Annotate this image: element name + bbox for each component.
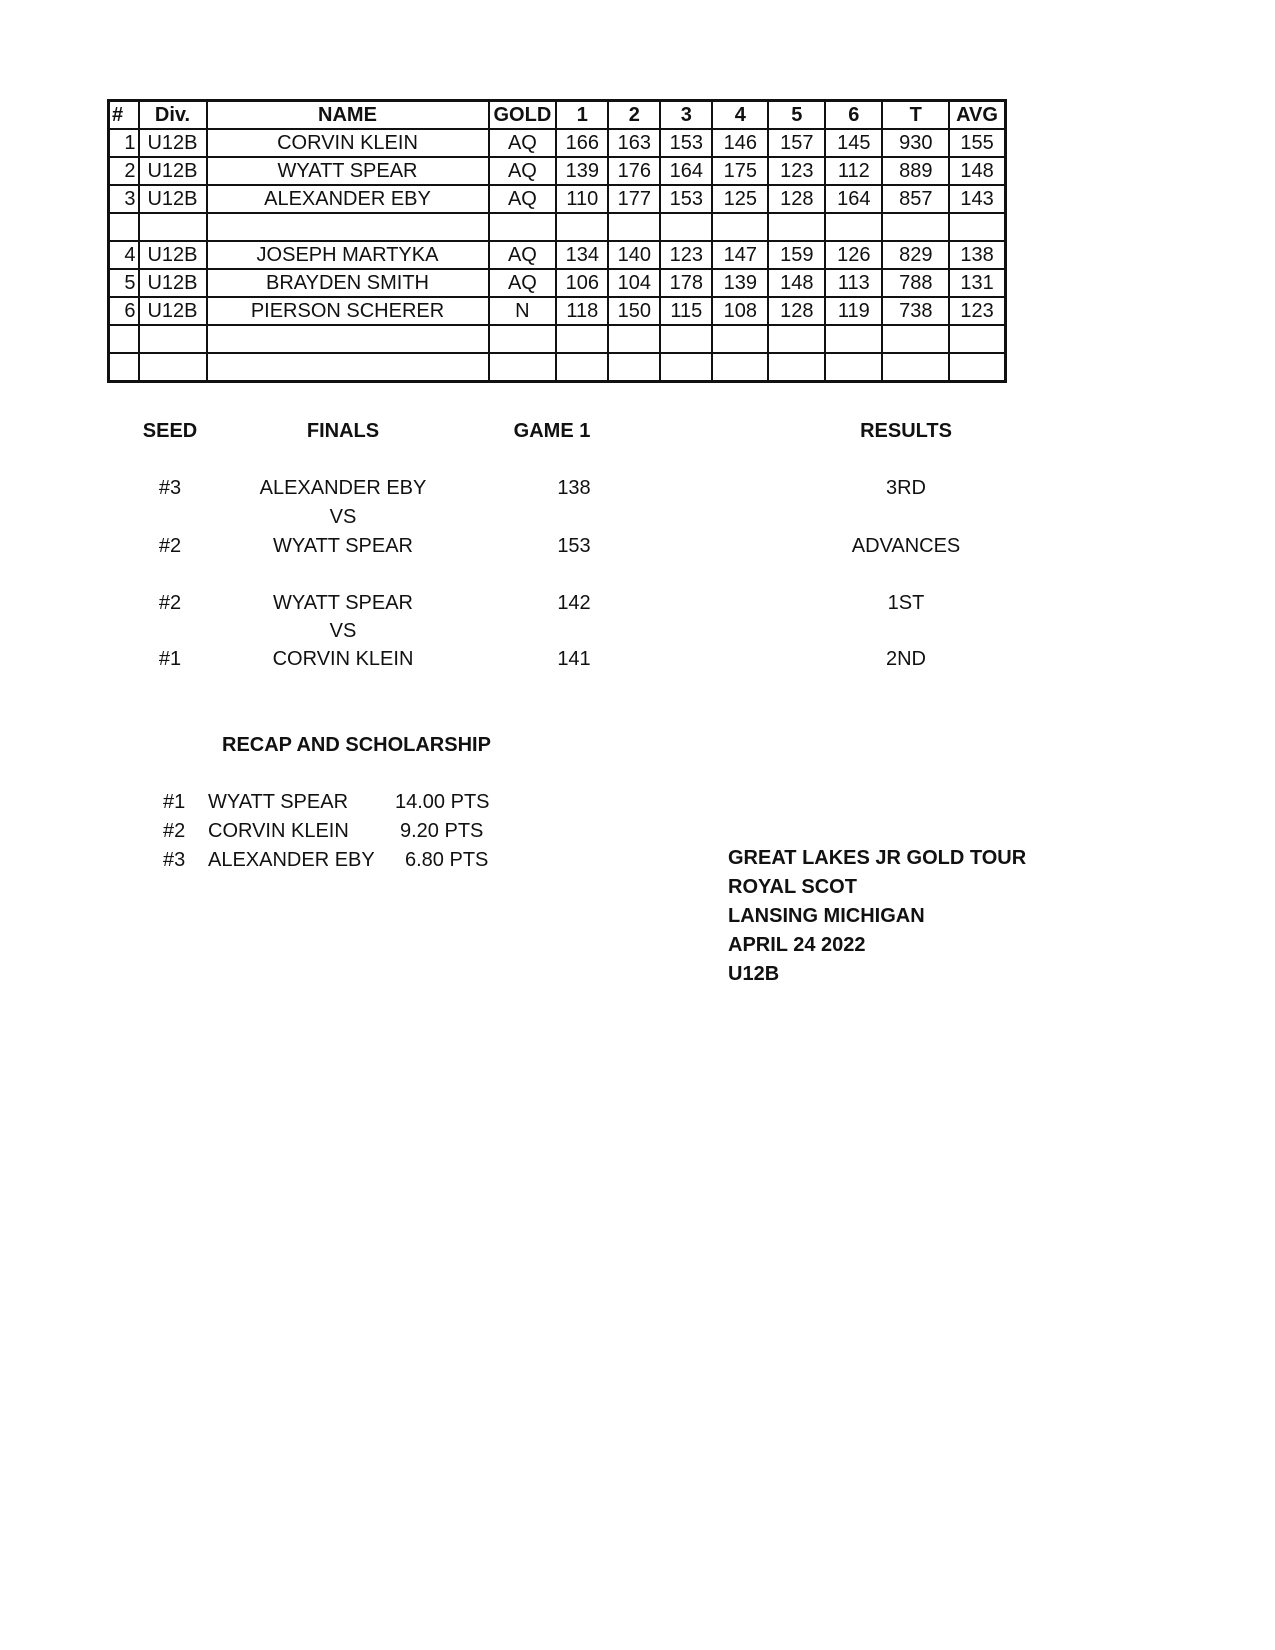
header-rank: #	[109, 101, 139, 130]
cell-name: PIERSON SCHERER	[207, 297, 489, 325]
match2-seed-b: #1	[158, 648, 182, 670]
cell-gold: AQ	[489, 129, 557, 157]
event-division: U12B	[728, 963, 780, 985]
match1-result-a: 3RD	[885, 477, 927, 499]
recap-name: CORVIN KLEIN	[208, 820, 349, 842]
cell-average: 123	[949, 297, 1005, 325]
cell-game-5	[768, 213, 825, 241]
cell-gold: N	[489, 297, 557, 325]
cell-game-3: 153	[660, 185, 712, 213]
cell-gold	[489, 353, 557, 382]
cell-game-1	[556, 353, 608, 382]
table-header-row	[109, 101, 1006, 130]
cell-game-1: 134	[556, 241, 608, 269]
cell-game-4: 139	[712, 269, 768, 297]
cell-total: 788	[882, 269, 949, 297]
cell-average	[949, 325, 1005, 353]
match2-result-b: 2ND	[885, 648, 927, 670]
event-date: APRIL 24 2022	[728, 934, 866, 956]
match1-name-a: ALEXANDER EBY	[259, 477, 427, 499]
recap-rank: #1	[163, 791, 186, 813]
cell-average: 143	[949, 185, 1005, 213]
cell-average	[949, 353, 1005, 382]
cell-game-6: 119	[825, 297, 882, 325]
cell-rank: 4	[109, 241, 139, 269]
cell-game-6	[825, 353, 882, 382]
cell-game-5: 157	[768, 129, 825, 157]
cell-game-4	[712, 213, 768, 241]
match2-seed-a: #2	[158, 592, 182, 614]
cell-division: U12B	[139, 157, 207, 185]
cell-rank: 1	[109, 129, 139, 157]
cell-rank: 2	[109, 157, 139, 185]
header-game-1: 1	[556, 101, 608, 130]
cell-game-3: 153	[660, 129, 712, 157]
cell-gold: AQ	[489, 241, 557, 269]
cell-name: WYATT SPEAR	[207, 157, 489, 185]
cell-average: 131	[949, 269, 1005, 297]
match2-name-a: WYATT SPEAR	[272, 592, 414, 614]
header-game-4: 4	[712, 101, 768, 130]
cell-game-1: 118	[556, 297, 608, 325]
cell-name: ALEXANDER EBY	[207, 185, 489, 213]
cell-gold: AQ	[489, 157, 557, 185]
table-row	[109, 157, 1006, 185]
cell-game-1	[556, 325, 608, 353]
score-table	[107, 99, 1007, 383]
match2-vs: VS	[329, 620, 357, 642]
cell-game-5: 128	[768, 185, 825, 213]
cell-game-3: 123	[660, 241, 712, 269]
header-division: Div.	[139, 101, 207, 130]
cell-game-1: 166	[556, 129, 608, 157]
cell-game-3	[660, 353, 712, 382]
cell-average: 155	[949, 129, 1005, 157]
finals-header-game1: GAME 1	[513, 420, 591, 442]
header-game-6: 6	[825, 101, 882, 130]
cell-game-2	[608, 325, 660, 353]
cell-name: CORVIN KLEIN	[207, 129, 489, 157]
cell-game-1	[556, 213, 608, 241]
table-row	[109, 269, 1006, 297]
cell-average	[949, 213, 1005, 241]
cell-gold	[489, 213, 557, 241]
match1-result-b: ADVANCES	[851, 535, 961, 557]
match1-seed-a: #3	[158, 477, 182, 499]
cell-total: 930	[882, 129, 949, 157]
header-game-3: 3	[660, 101, 712, 130]
table-row	[109, 325, 1006, 353]
cell-name	[207, 353, 489, 382]
match1-score-a: 138	[557, 477, 591, 499]
cell-game-5	[768, 325, 825, 353]
cell-game-6	[825, 325, 882, 353]
cell-game-6: 164	[825, 185, 882, 213]
match2-score-b: 141	[557, 648, 591, 670]
cell-division	[139, 325, 207, 353]
cell-game-2: 150	[608, 297, 660, 325]
cell-game-2	[608, 353, 660, 382]
recap-rank: #3	[163, 849, 186, 871]
cell-average: 148	[949, 157, 1005, 185]
cell-gold	[489, 325, 557, 353]
cell-game-4: 125	[712, 185, 768, 213]
table-row	[109, 353, 1006, 382]
header-name: NAME	[207, 101, 489, 130]
cell-rank: 5	[109, 269, 139, 297]
table-row	[109, 185, 1006, 213]
cell-game-4: 108	[712, 297, 768, 325]
cell-game-4	[712, 325, 768, 353]
recap-points: 6.80 PTS	[405, 849, 489, 871]
cell-gold: AQ	[489, 185, 557, 213]
cell-game-6	[825, 213, 882, 241]
cell-game-2: 177	[608, 185, 660, 213]
cell-game-3	[660, 213, 712, 241]
cell-total: 738	[882, 297, 949, 325]
cell-total: 829	[882, 241, 949, 269]
cell-game-2: 140	[608, 241, 660, 269]
header-average: AVG	[949, 101, 1005, 130]
recap-rank: #2	[163, 820, 186, 842]
cell-division: U12B	[139, 297, 207, 325]
finals-header-seed: SEED	[142, 420, 198, 442]
cell-name	[207, 213, 489, 241]
cell-game-2: 104	[608, 269, 660, 297]
cell-game-4: 146	[712, 129, 768, 157]
cell-game-5	[768, 353, 825, 382]
cell-game-4	[712, 353, 768, 382]
recap-points: 14.00 PTS	[395, 791, 490, 813]
cell-game-5: 148	[768, 269, 825, 297]
cell-game-3: 178	[660, 269, 712, 297]
match2-name-b: CORVIN KLEIN	[272, 648, 414, 670]
cell-game-5: 159	[768, 241, 825, 269]
cell-game-4: 175	[712, 157, 768, 185]
cell-division	[139, 213, 207, 241]
table-row	[109, 297, 1006, 325]
cell-game-2: 176	[608, 157, 660, 185]
recap-points: 9.20 PTS	[400, 820, 484, 842]
cell-rank: 6	[109, 297, 139, 325]
cell-total	[882, 325, 949, 353]
cell-division: U12B	[139, 129, 207, 157]
cell-rank: 3	[109, 185, 139, 213]
cell-game-2	[608, 213, 660, 241]
match1-seed-b: #2	[158, 535, 182, 557]
cell-game-6: 112	[825, 157, 882, 185]
cell-total	[882, 213, 949, 241]
cell-game-5: 128	[768, 297, 825, 325]
cell-game-2: 163	[608, 129, 660, 157]
cell-game-1: 139	[556, 157, 608, 185]
cell-total: 857	[882, 185, 949, 213]
cell-game-1: 106	[556, 269, 608, 297]
event-tour-name: GREAT LAKES JR GOLD TOUR	[728, 847, 1027, 869]
cell-game-4: 147	[712, 241, 768, 269]
cell-division: U12B	[139, 269, 207, 297]
finals-header-finals: FINALS	[306, 420, 380, 442]
table-row	[109, 241, 1006, 269]
cell-game-6: 145	[825, 129, 882, 157]
cell-game-5: 123	[768, 157, 825, 185]
cell-name	[207, 325, 489, 353]
header-total: T	[882, 101, 949, 130]
cell-total	[882, 353, 949, 382]
cell-division	[139, 353, 207, 382]
match1-score-b: 153	[557, 535, 591, 557]
cell-game-1: 110	[556, 185, 608, 213]
cell-division: U12B	[139, 185, 207, 213]
cell-game-3: 164	[660, 157, 712, 185]
table-row	[109, 213, 1006, 241]
recap-name: WYATT SPEAR	[208, 791, 349, 813]
cell-average: 138	[949, 241, 1005, 269]
cell-game-3: 115	[660, 297, 712, 325]
match2-result-a: 1ST	[887, 592, 925, 614]
header-game-5: 5	[768, 101, 825, 130]
cell-game-6: 113	[825, 269, 882, 297]
event-location: LANSING MICHIGAN	[728, 905, 925, 927]
recap-title: RECAP AND SCHOLARSHIP	[222, 734, 491, 756]
cell-name: JOSEPH MARTYKA	[207, 241, 489, 269]
recap-name: ALEXANDER EBY	[208, 849, 375, 871]
cell-game-3	[660, 325, 712, 353]
match1-name-b: WYATT SPEAR	[272, 535, 414, 557]
header-game-2: 2	[608, 101, 660, 130]
match2-score-a: 142	[557, 592, 591, 614]
cell-rank	[109, 213, 139, 241]
match1-vs: VS	[329, 506, 357, 528]
finals-header-results: RESULTS	[860, 420, 952, 442]
cell-name: BRAYDEN SMITH	[207, 269, 489, 297]
cell-rank	[109, 325, 139, 353]
table-row	[109, 129, 1006, 157]
cell-gold: AQ	[489, 269, 557, 297]
cell-division: U12B	[139, 241, 207, 269]
header-gold: GOLD	[489, 101, 557, 130]
cell-total: 889	[882, 157, 949, 185]
cell-rank	[109, 353, 139, 382]
event-venue: ROYAL SCOT	[728, 876, 857, 898]
cell-game-6: 126	[825, 241, 882, 269]
